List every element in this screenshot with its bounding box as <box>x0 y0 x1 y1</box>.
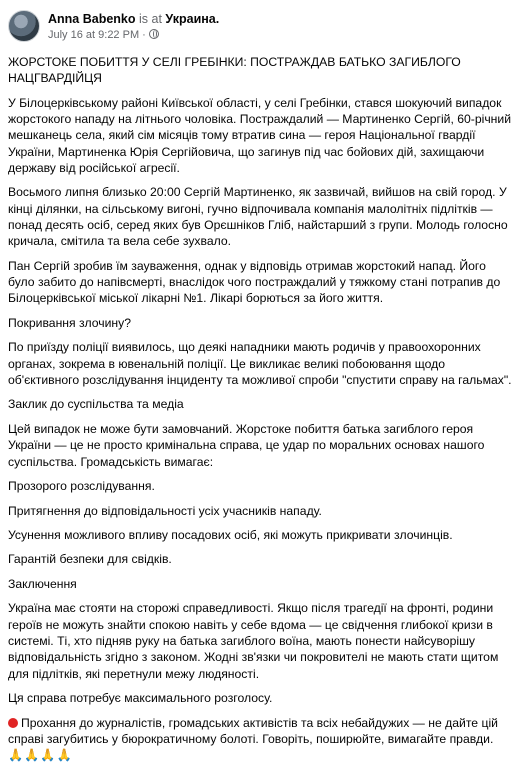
globe-icon[interactable] <box>149 29 159 39</box>
paragraph-incident: Восьмого липня близько 20:00 Сергій Мартиненко, як зазвичай, вийшов на свій город. У кінці ділянки, на сільському вигоні, гучно відпочивала компанія малолітніх підлітків — понад десять осіб, серед яких був Орєшніков Гліб, найстарший з групи. Молодь голосно кричала, смітила та вела себе зухвало. <box>8 185 508 249</box>
heading-coverup: Покривання злочину? <box>8 315 131 330</box>
place-link[interactable]: Украина. <box>165 12 220 26</box>
praying-hands-icon: 🙏🙏🙏🙏 <box>8 748 73 763</box>
author-name-link[interactable]: Anna Babenko <box>48 12 136 26</box>
paragraph-request <box>8 715 512 764</box>
author-line <box>48 11 219 27</box>
heading-appeal: Заклик до суспільства та медіа <box>8 397 184 412</box>
timestamp-link[interactable]: July 16 at 9:22 PM <box>48 29 140 41</box>
post-header <box>8 10 508 50</box>
red-circle-icon <box>8 718 18 728</box>
demand-item: Прозорого розслідування. <box>8 479 155 494</box>
header-text <box>48 11 219 43</box>
demand-item: Притягнення до відповідальності усіх учасників нападу. <box>8 503 322 518</box>
post-title: ЖОРСТОКЕ ПОБИТТЯ У СЕЛІ ГРЕБІНКИ: ПОСТРАЖДАВ БАТЬКО ЗАГИБЛОГО НАЦГВАРДІЙЦЯ <box>8 55 461 86</box>
heading-conclusion: Заключення <box>8 576 77 591</box>
meta-line <box>48 28 219 43</box>
avatar[interactable] <box>8 10 40 42</box>
meta-separator: · <box>142 29 146 41</box>
is-at-text: is at <box>139 12 162 26</box>
demand-item: Усунення можливого впливу посадових осіб, які можуть прикривати злочинців. <box>8 528 453 542</box>
post-body <box>8 54 512 772</box>
paragraph-police: По приїзду поліції виявилось, що деякі нападники мають родичів у правоохоронних органах, зокрема в ювенальній поліції. Це викликає великі побоювання щодо об'єктивного розслідування інциденту та можливої спроби "спустити справу на гальмах". <box>8 340 512 387</box>
request-text: Прохання до журналістів, громадських активістів та всіх небайдужих — не дайте цій справі загубитись у бюрократичному болоті. Говоріть, поширюйте, вимагайте правди. <box>8 715 498 746</box>
paragraph-conclusion: Україна має стояти на сторожі справедливості. Якщо після трагедії на фронті, родини героїв не можуть знайти спокою навіть у себе вдома — це свідчення глибокої кризи в системі. Ті, хто підняв руку на батька загиблого воїна, мають понести найсуворішу відповідальність згідно з законом. Жодні зв'язки чи покровителі не мають стати щитом для підлітків, які перетнули межу людяності. <box>8 601 499 681</box>
paragraph-intro: У Білоцерківському районі Київської області, у селі Гребінки, стався шокуючий випадок жорстокого нападу на літнього чоловіка. Постраждалий — Мартиненко Сергій, 60-річний мешканець села, який сім місяців тому втратив сина — героя Національної гвардії України, Мартиненка Юрія Сергійовича, що загинув під час бойових дій, захищаючи державу від російської агресії. <box>8 95 512 175</box>
paragraph-demand: Цей випадок не може бути замовчаний. Жорстоке побиття батька загиблого героя України — це не просто кримінальна справа, це удар по моральних основах нашого суспільства. Громадськість вимагає: <box>8 421 485 469</box>
paragraph-attack: Пан Сергій зробив їм зауваження, однак у відповідь отримав жорстокий напад. Його було забито до напівсмерті, внаслідок чого постраждалий у тяжкому стані потрапив до Білоцерківської міської лікарні №1. Лікарі борються за його життя. <box>8 258 501 306</box>
paragraph-publicity: Ця справа потребує максимального розголосу. <box>8 691 273 706</box>
demand-item: Гарантій безпеки для свідків. <box>8 552 172 567</box>
